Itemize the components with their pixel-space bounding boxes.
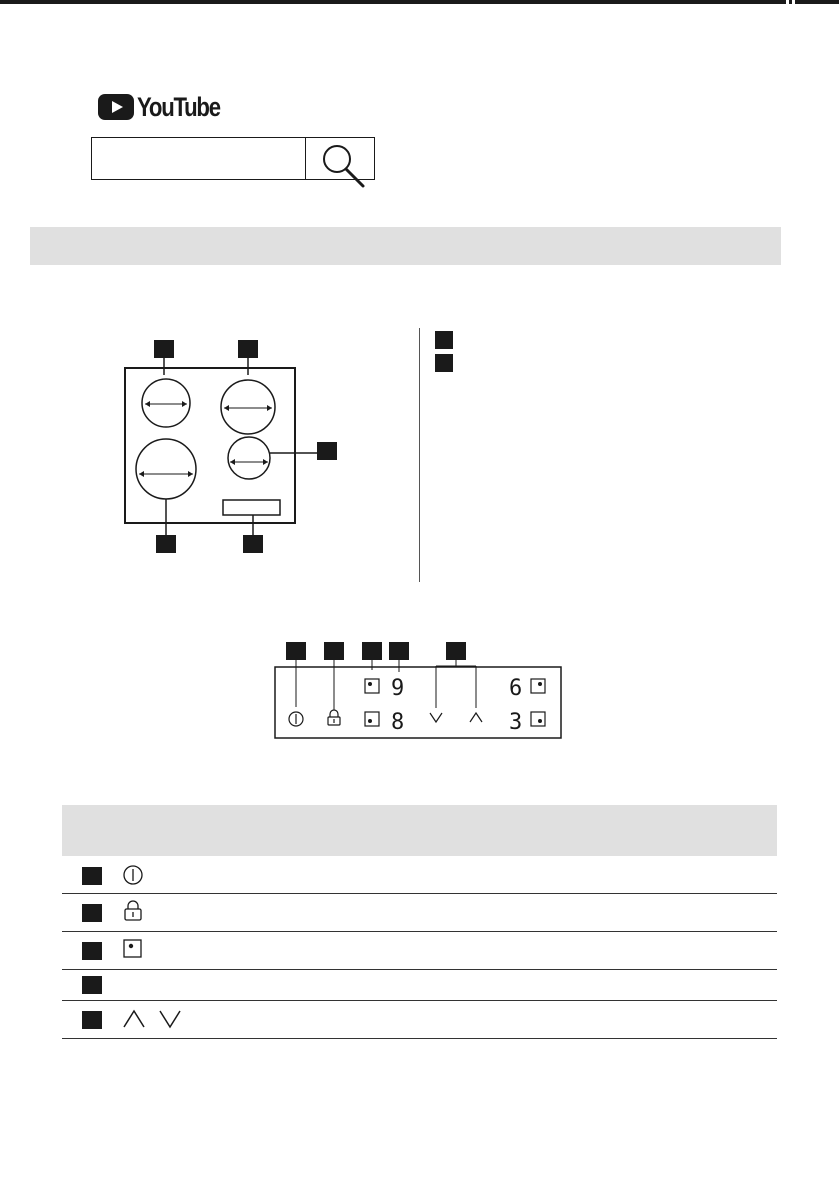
- hob-diagram: [110, 330, 350, 560]
- power-level-display-front-left: 8: [391, 710, 405, 735]
- up-chevron-icon: [470, 713, 482, 722]
- control-panel-area: [223, 500, 280, 515]
- power-level-display-rear-right: 6: [509, 676, 523, 701]
- search-box: [91, 137, 375, 180]
- column-divider: [419, 328, 420, 582]
- panel-callout-2: [324, 642, 344, 660]
- section-heading-band: [30, 227, 781, 265]
- zone-selector-icon-rear-right: [531, 679, 545, 693]
- panel-callout-4: [389, 642, 409, 660]
- up-down-chevron-icon: [122, 1005, 186, 1031]
- power-icon: [289, 712, 303, 726]
- callout-2: [238, 340, 258, 358]
- youtube-play-icon: [98, 94, 134, 120]
- table-row: [62, 1001, 777, 1039]
- zone-selector-icon-rear-left: [365, 679, 379, 693]
- row-number-marker: [82, 1011, 102, 1029]
- row-number-marker: [82, 867, 102, 885]
- down-chevron-icon: [430, 713, 442, 722]
- cooking-zone-rear-right: [221, 380, 275, 434]
- cooking-zone-front-right: [228, 437, 270, 479]
- magnifier-icon: [306, 138, 375, 188]
- zone-selector-icon: [122, 938, 144, 960]
- legend-marker-2: [435, 354, 453, 372]
- table-row: [62, 932, 777, 970]
- power-icon: [122, 864, 144, 886]
- row-number-marker: [82, 976, 102, 994]
- control-panel-diagram: [270, 640, 570, 745]
- callout-1: [154, 340, 174, 358]
- search-input[interactable]: [92, 138, 305, 179]
- lock-icon: [328, 710, 340, 725]
- panel-callout-5: [446, 642, 466, 660]
- panel-callout-3: [362, 642, 382, 660]
- top-rule: [0, 0, 839, 4]
- cooking-zone-rear-left: [136, 439, 196, 499]
- panel-callout-1: [286, 642, 306, 660]
- table-header: [62, 805, 777, 856]
- power-level-display-front-right: 3: [509, 710, 523, 735]
- callout-3: [317, 442, 337, 460]
- search-button[interactable]: [305, 138, 374, 179]
- row-number-marker: [82, 942, 102, 960]
- callout-4: [156, 535, 176, 553]
- power-level-display-rear-left: 9: [391, 676, 405, 701]
- table-row: [62, 970, 777, 1001]
- zone-selector-icon-front-left: [365, 712, 379, 726]
- top-rule-dot: [789, 0, 792, 4]
- callout-5: [243, 535, 263, 553]
- top-rule-tail: [795, 0, 839, 4]
- lock-icon: [122, 899, 144, 923]
- top-rule-main: [0, 0, 786, 4]
- legend-marker-1: [435, 331, 453, 349]
- youtube-wordmark: YouTube: [137, 91, 220, 122]
- youtube-logo: [98, 93, 238, 121]
- zone-selector-icon-front-right: [531, 712, 545, 726]
- table-row: [62, 894, 777, 932]
- table-row: [62, 856, 777, 894]
- row-number-marker: [82, 904, 102, 922]
